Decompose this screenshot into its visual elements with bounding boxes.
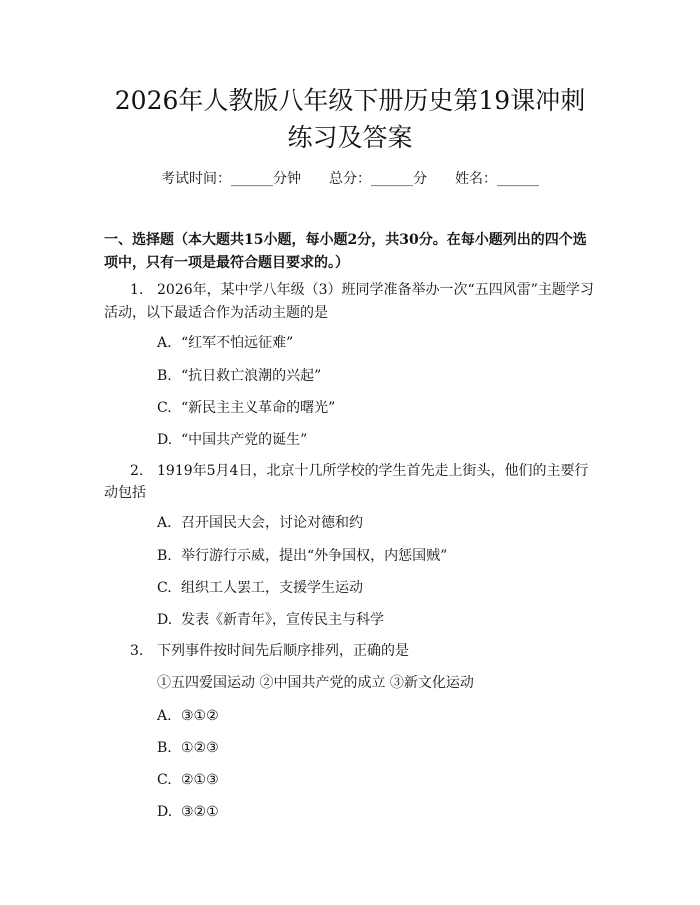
option-letter: C. [157,772,172,788]
option-letter: C. [157,580,172,596]
question-stem-line1: 1919年5月4日，北京十几所学校的学生首先走上街头，他们的主要行 [157,463,589,479]
option-text: ①②③ [181,740,219,756]
option-a [157,333,293,353]
option-letter: B. [157,740,172,756]
option-text: “红军不怕远征难” [181,335,294,351]
option-letter: D. [157,804,173,820]
question-number: 3. [130,643,144,659]
option-text: 发表《新青年》，宣传民主与科学 [181,612,384,628]
option-d [157,430,307,450]
document-title-line2: 练习及答案 [287,123,413,152]
option-c [157,770,219,790]
section-heading-line2: 项中，只有一项是最符合题目要求的。） [104,255,349,271]
option-letter: B. [157,548,172,564]
option-letter: D. [157,432,173,448]
option-c [157,578,363,598]
question-stem-line2: 动包括 [104,485,146,501]
question-stem-line1: 2026年，某中学八年级（3）班同学准备举办一次“五四风雷”主题学习 [157,282,594,298]
option-b [157,546,447,566]
question-stem-line1: 下列事件按时间先后顺序排列，正确的是 [157,643,409,659]
option-letter: A. [157,335,172,351]
question-stem-line2: ①五四爱国运动 ②中国共产党的成立 ③新文化运动 [157,675,474,691]
exam-info-line: 考试时间：______分钟 总分：______分 姓名：______ [161,171,539,187]
option-c [157,398,335,418]
section-heading-line1: 一、选择题（本大题共15小题，每小题2分，共30分。在每小题列出的四个选 [104,232,587,248]
option-a [157,513,363,533]
option-letter: C. [157,400,172,416]
option-d [157,610,384,630]
option-letter: A. [157,708,172,724]
option-d [157,802,219,822]
option-letter: B. [157,368,172,384]
option-letter: D. [157,612,173,628]
option-text: ③①② [181,708,219,724]
option-b [157,366,321,386]
option-text: 召开国民大会，讨论对德和约 [181,515,363,531]
question-stem-line2: 活动，以下最适合作为活动主题的是 [104,305,328,321]
option-text: “抗日救亡浪潮的兴起” [181,368,322,384]
option-text: 举行游行示威，提出“外争国权，内惩国贼” [181,548,448,564]
option-text: “新民主主义革命的曙光” [181,400,336,416]
question-number: 2. [130,463,144,479]
document-title-line1: 2026年人教版八年级下册历史第19课冲刺 [114,86,586,115]
option-letter: A. [157,515,172,531]
option-a [157,706,219,726]
option-b [157,738,219,758]
option-text: ③②① [181,804,219,820]
question-number: 1. [130,282,144,298]
option-text: ②①③ [181,772,219,788]
option-text: “中国共产党的诞生” [181,432,308,448]
option-text: 组织工人罢工，支援学生运动 [181,580,363,596]
